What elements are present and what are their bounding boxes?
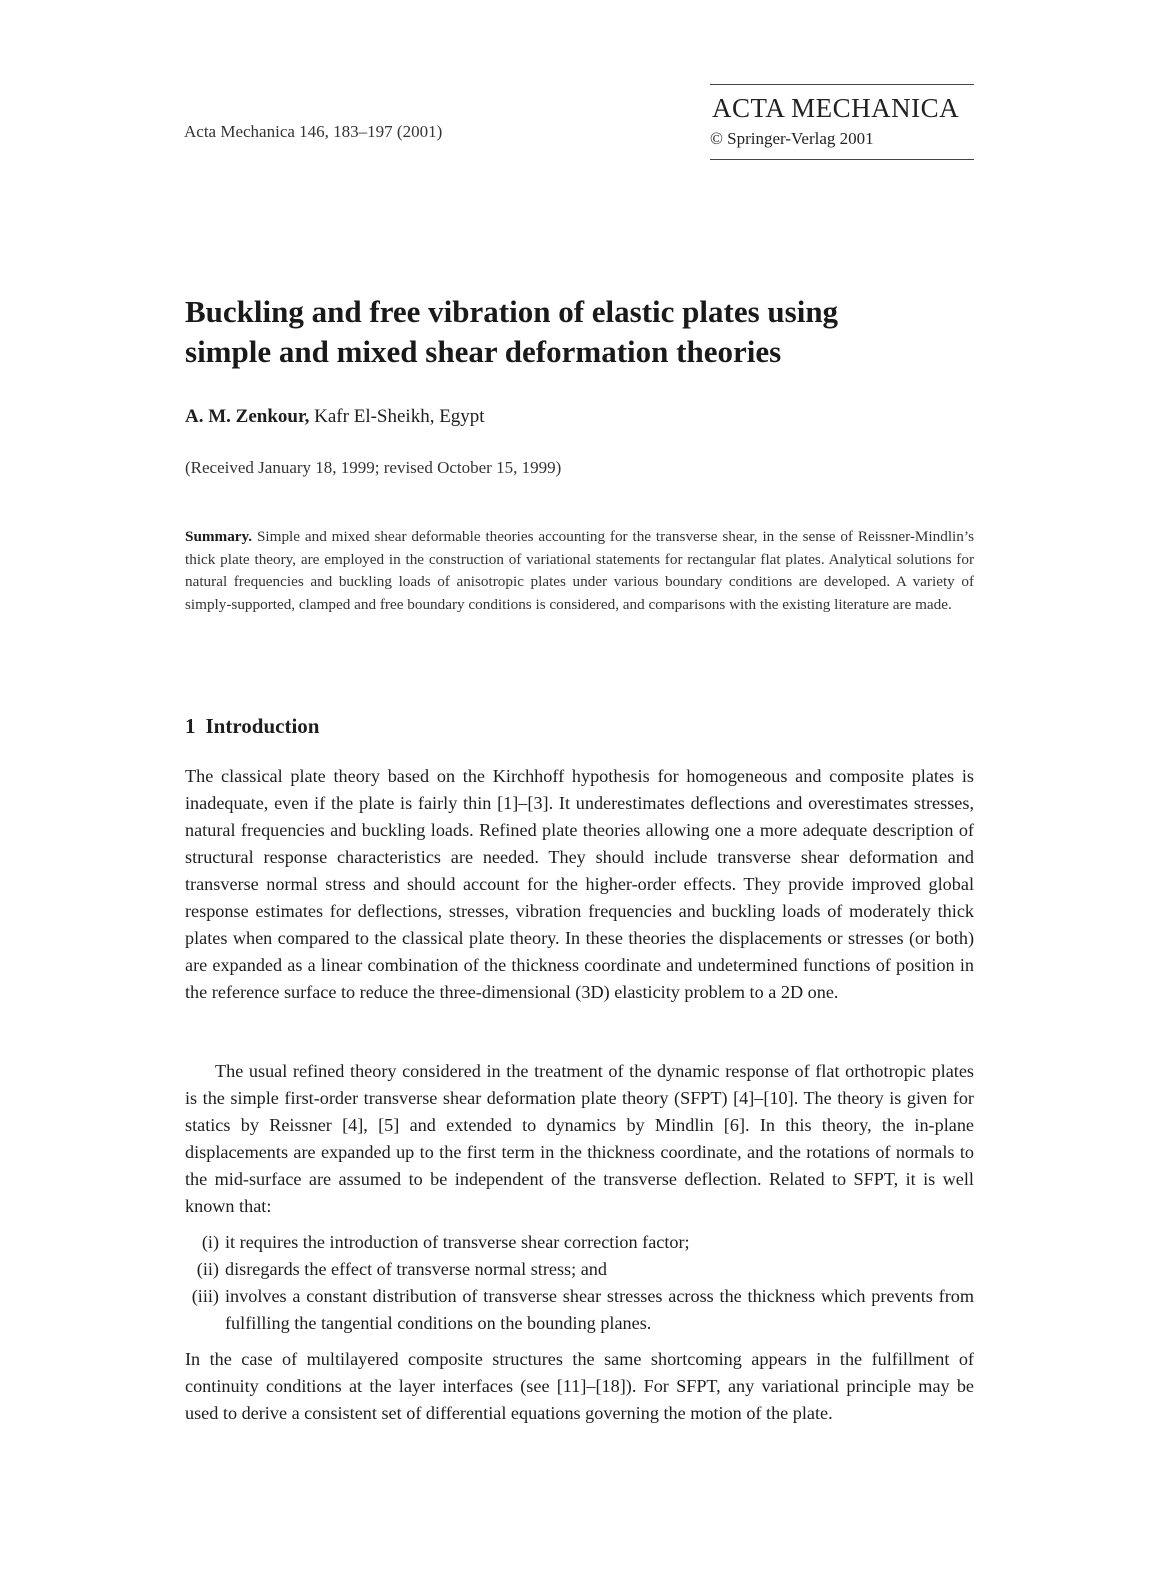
top-rule [710, 84, 974, 85]
journal-brand-block [710, 84, 974, 160]
summary-label: Summary. [185, 528, 253, 545]
section-number: 1 [185, 714, 196, 738]
title-line-2: simple and mixed shear deformation theories [185, 334, 782, 369]
title-line-1: Buckling and free vibration of elastic plates using [185, 294, 839, 329]
author-line [185, 406, 485, 428]
summary-paragraph [185, 526, 974, 616]
author-affiliation: Kafr El-Sheikh, Egypt [314, 406, 485, 427]
intro-paragraph-2: The usual refined theory considered in the treatment of the dynamic response of flat orthotropic plates is the simple first-order transverse shear deformation plate theory (SFPT) [4]–[10]. The theory is given for statics by Reissner [4], [5] and extended to dynamics by Mindlin [6]. In this theory, the in-plane displacements are expanded up to the first term in the thickness coordinate, and the rotations of normals to the mid-surface are assumed to be independent of the transverse deflection. Related to SFPT, it is well known that: [185, 1061, 974, 1216]
journal-name: ACTA MECHANICA [712, 93, 960, 123]
list-item [185, 1229, 974, 1256]
list-item-text: disregards the effect of transverse normal stress; and [225, 1259, 607, 1279]
bottom-rule [710, 159, 974, 160]
list-marker: (iii) [191, 1286, 219, 1306]
journal-reference: Acta Mechanica 146, 183–197 (2001) [184, 122, 443, 141]
list-item-text: it requires the introduction of transverse shear correction factor; [225, 1232, 690, 1252]
intro-paragraph-3: In the case of multilayered composite structures the same shortcoming appears in the fulfillment of continuity conditions at the layer interfaces (see [11]–[18]). For SFPT, any variational principle may be used to derive a consistent set of differential equations governing the motion of the plate. [185, 1349, 974, 1423]
section-title: Introduction [205, 714, 320, 738]
received-dates: (Received January 18, 1999; revised October 15, 1999) [185, 458, 562, 477]
list-item [185, 1283, 974, 1337]
article-title [185, 292, 985, 372]
list-item [185, 1256, 974, 1283]
list-marker: (ii) [196, 1259, 219, 1279]
copyright-notice: © Springer-Verlag 2001 [710, 129, 874, 148]
section-heading [185, 714, 319, 739]
summary-text: Simple and mixed shear deformable theories accounting for the transverse shear, in the sense of Reissner-Mindlin’s thick plate theory, are employed in the construction of variational statements for rectangular flat plates. Analytical solutions for natural frequencies and buckling loads of anisotropic plates under various boundary conditions are developed. A variety of simply-supported, clamped and free boundary conditions is considered, and comparisons with the existing literature are made. [185, 528, 974, 613]
intro-paragraph-1: The classical plate theory based on the Kirchhoff hypothesis for homogeneous and composite plates is inadequate, even if the plate is fairly thin [1]–[3]. It underestimates deflections and overestimates stresses, natural frequencies and buckling loads. Refined plate theories allowing one a more adequate description of structural response characteristics are needed. They should include transverse shear deformation and transverse normal stress and should account for the higher-order effects. They provide improved global response estimates for deflections, stresses, vibration frequencies and buckling loads of moderately thick plates when compared to the classical plate theory. In these theories the displacements or stresses (or both) are expanded as a linear combination of the thickness coordinate and undetermined functions of position in the reference surface to reduce the three-dimensional (3D) elasticity problem to a 2D one. [185, 766, 974, 1002]
list-item-text: involves a constant distribution of transverse shear stresses across the thickness which prevents from fulfilling the tangential conditions on the bounding planes. [225, 1286, 974, 1333]
list-marker: (i) [201, 1232, 219, 1252]
author-name: A. M. Zenkour, [185, 406, 310, 427]
sfpt-limitations-list [185, 1229, 974, 1337]
